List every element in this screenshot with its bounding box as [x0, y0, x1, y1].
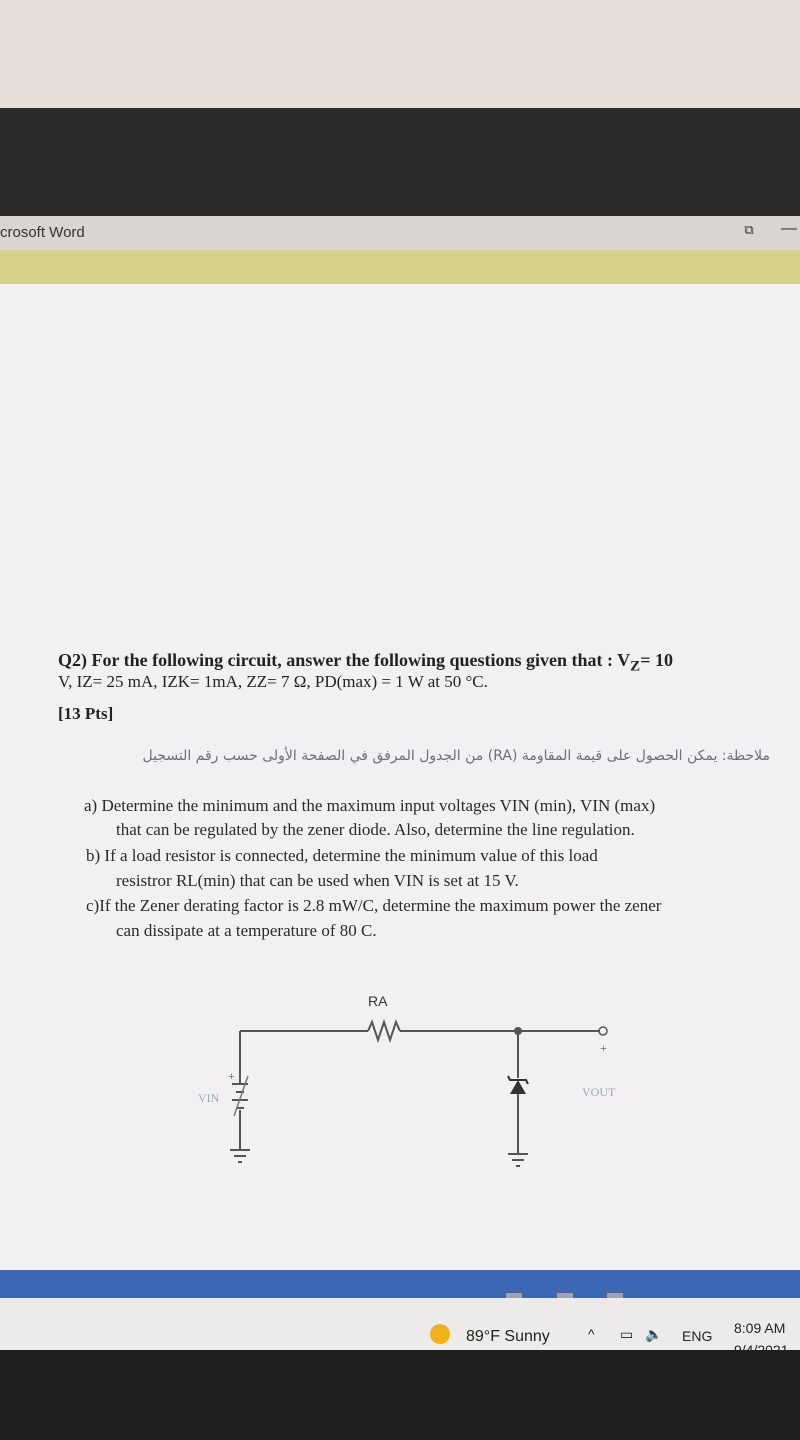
taskbar — [0, 1270, 800, 1298]
document-page — [0, 284, 800, 1270]
part-b-line-1: b) If a load resistor is connected, determine the minimum value of this load — [86, 846, 598, 865]
arabic-note: ملاحظة: يمكن الحصول على قيمة المقاومة (RA) من الجدول المرفق في الصفحة الأولى حسب رقم التسجيل — [142, 748, 770, 764]
restore-icon[interactable]: ⧉ — [744, 222, 754, 237]
part-c-line-1: c)If the Zener derating factor is 2.8 mW/C, determine the maximum power the zener — [86, 896, 662, 915]
question-title: Q2) For the following circuit, answer the following questions given that : $V_Z= 10$ — [58, 650, 673, 675]
sun-icon[interactable] — [430, 1324, 450, 1344]
minimize-icon[interactable]: — — [781, 220, 797, 237]
question-points: [13 Pts] — [58, 704, 114, 723]
background-wall — [0, 0, 800, 112]
zener-circuit-diagram — [190, 984, 650, 1204]
language-indicator[interactable]: ENG — [682, 1328, 713, 1344]
clock-time[interactable]: 8:09 AM — [734, 1320, 786, 1336]
output-plus: + — [600, 1041, 607, 1055]
resistor-ra — [368, 1022, 400, 1040]
output-label: VOUT — [582, 1085, 616, 1099]
part-a-line-1: a) Determine the minimum and the maximum input voltages VIN (min), VIN (max) — [84, 796, 656, 815]
dark-foreground — [0, 1350, 800, 1440]
message-icon[interactable]: ▭ — [620, 1326, 634, 1342]
speaker-icon[interactable]: 🔈 — [645, 1326, 663, 1342]
zener-diode — [510, 1080, 526, 1094]
window-titlebar — [0, 216, 800, 250]
resistor-label: RA — [368, 993, 388, 1009]
question-conditions: V, IZ= 25 mA, IZK= 1mA, ZZ= 7 Ω, PD(max) = 1 W at 50 °C. — [58, 672, 488, 691]
system-tray — [0, 1298, 800, 1350]
chevron-up-icon[interactable]: ^ — [588, 1326, 595, 1342]
part-c-line-2: can dissipate at a temperature of 80 C. — [116, 921, 377, 940]
source-plus: + — [228, 1069, 235, 1083]
monitor-bezel — [0, 108, 800, 216]
app-title: crosoft Word — [0, 224, 85, 241]
output-terminal — [599, 1027, 607, 1035]
part-a-line-2: that can be regulated by the zener diode. Also, determine the line regulation. — [116, 820, 635, 839]
weather-status[interactable]: 89°F Sunny — [466, 1328, 550, 1345]
part-b-line-2: resistror RL(min) that can be used when VIN is set at 15 V. — [116, 871, 519, 890]
source-label: VIN — [198, 1091, 220, 1105]
ribbon-bar — [0, 250, 800, 284]
